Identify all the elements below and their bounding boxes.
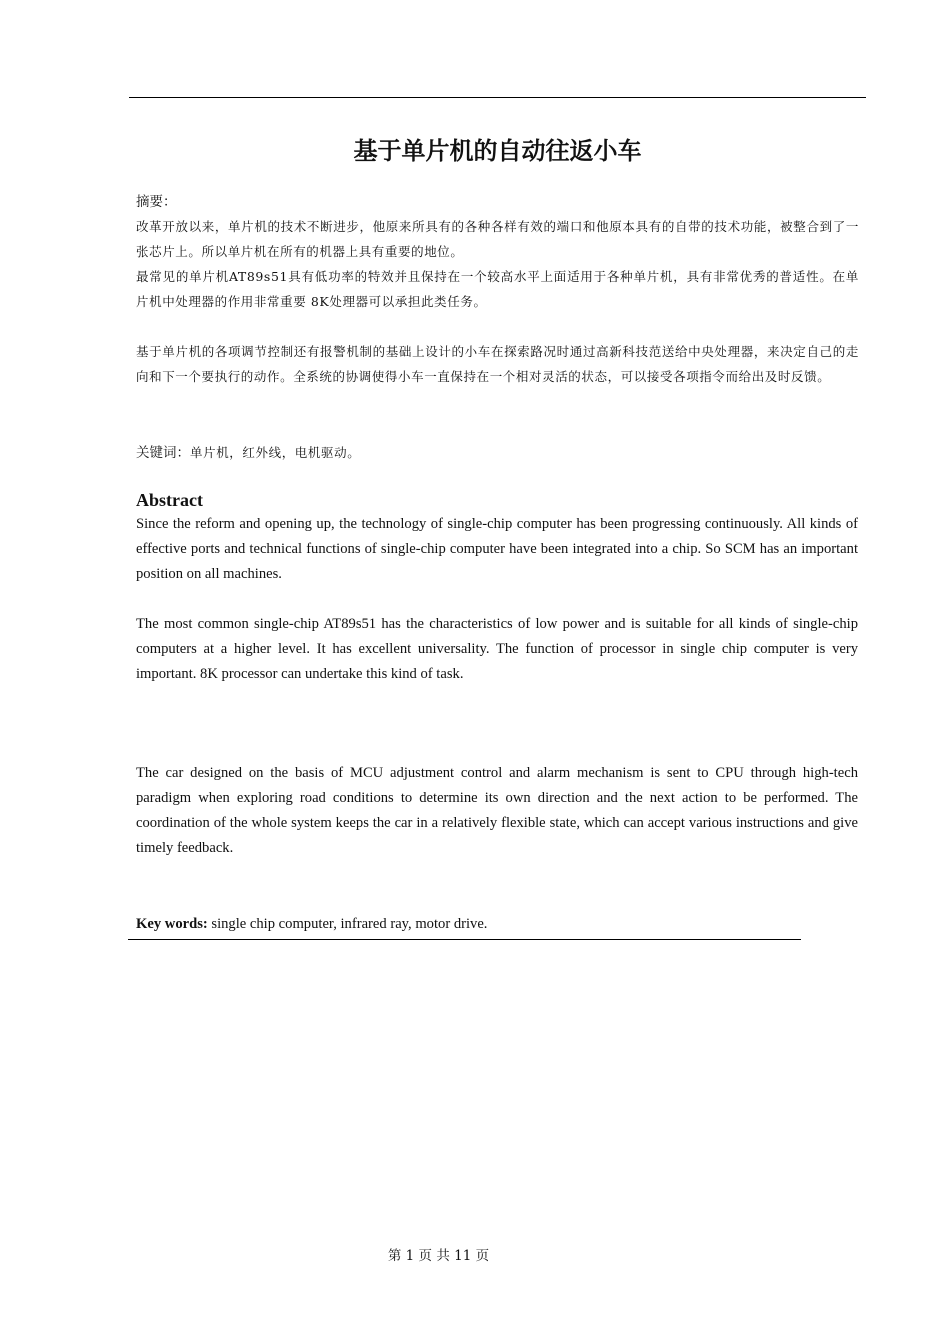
header-rule [129, 97, 866, 98]
english-abstract-heading: Abstract [136, 490, 203, 510]
page-number-footer: 第 1 页 共 11 页 [387, 1248, 490, 1264]
english-keywords [136, 912, 487, 937]
english-keywords-label: Key words: [136, 916, 208, 932]
chinese-abstract-heading: 摘要： [136, 194, 177, 210]
english-keywords-value: single chip computer, infrared ray, motor drive. [207, 916, 488, 932]
chinese-abstract-paragraph-2: 最常见的单片机AT89s51具有低功率的特效并且保持在一个较高水平上面适用于各种单片机，具有非常优秀的普适性。在单片机中处理器的作用非常重要 8K处理器可以承担此类任务。 [136, 269, 859, 309]
chinese-keywords-value: 单片机，红外线，电机驱动。 [190, 445, 361, 460]
english-abstract-paragraph-1: Since the reform and opening up, the technology of single-chip computer has been progressing continuously. All kinds of effective ports and technical functions of single-chip computer have been integrated into a chip. So SCM has an important position on all machines. [136, 516, 858, 582]
english-abstract-paragraph-3: The car designed on the basis of MCU adjustment control and alarm mechanism is sent to CPU through high-tech paradigm when exploring road conditions to determine its own direction and the next action to be performed. The coordination of the whole system keeps the car in a relatively flexible state, which can accept various instructions and give timely feedback. [136, 765, 858, 856]
chinese-abstract-paragraph-3: 基于单片机的各项调节控制还有报警机制的基础上设计的小车在探索路况时通过高新科技范送给中央处理器，来决定自己的走向和下一个要执行的动作。全系统的协调使得小车一直保持在一个相对灵活的状态，可以接受各项指令而给出及时反馈。 [136, 344, 859, 384]
abstract-end-rule [128, 939, 801, 940]
document-title: 基于单片机的自动往返小车 [353, 137, 642, 165]
chinese-keywords-label: 关键词： [136, 445, 190, 461]
english-abstract-paragraph-2: The most common single-chip AT89s51 has the characteristics of low power and is suitable for all kinds of single-chip computers at a higher level. It has excellent universality. The function of processor in single chip computer is very important. 8K processor can undertake this kind of task. [136, 616, 858, 682]
chinese-abstract-paragraph-1: 改革开放以来，单片机的技术不断进步，他原来所具有的各种各样有效的端口和他原本具有的自带的技术功能，被整合到了一张芯片上。所以单片机在所有的机器上具有重要的地位。 [136, 219, 859, 259]
chinese-keywords [136, 440, 360, 466]
